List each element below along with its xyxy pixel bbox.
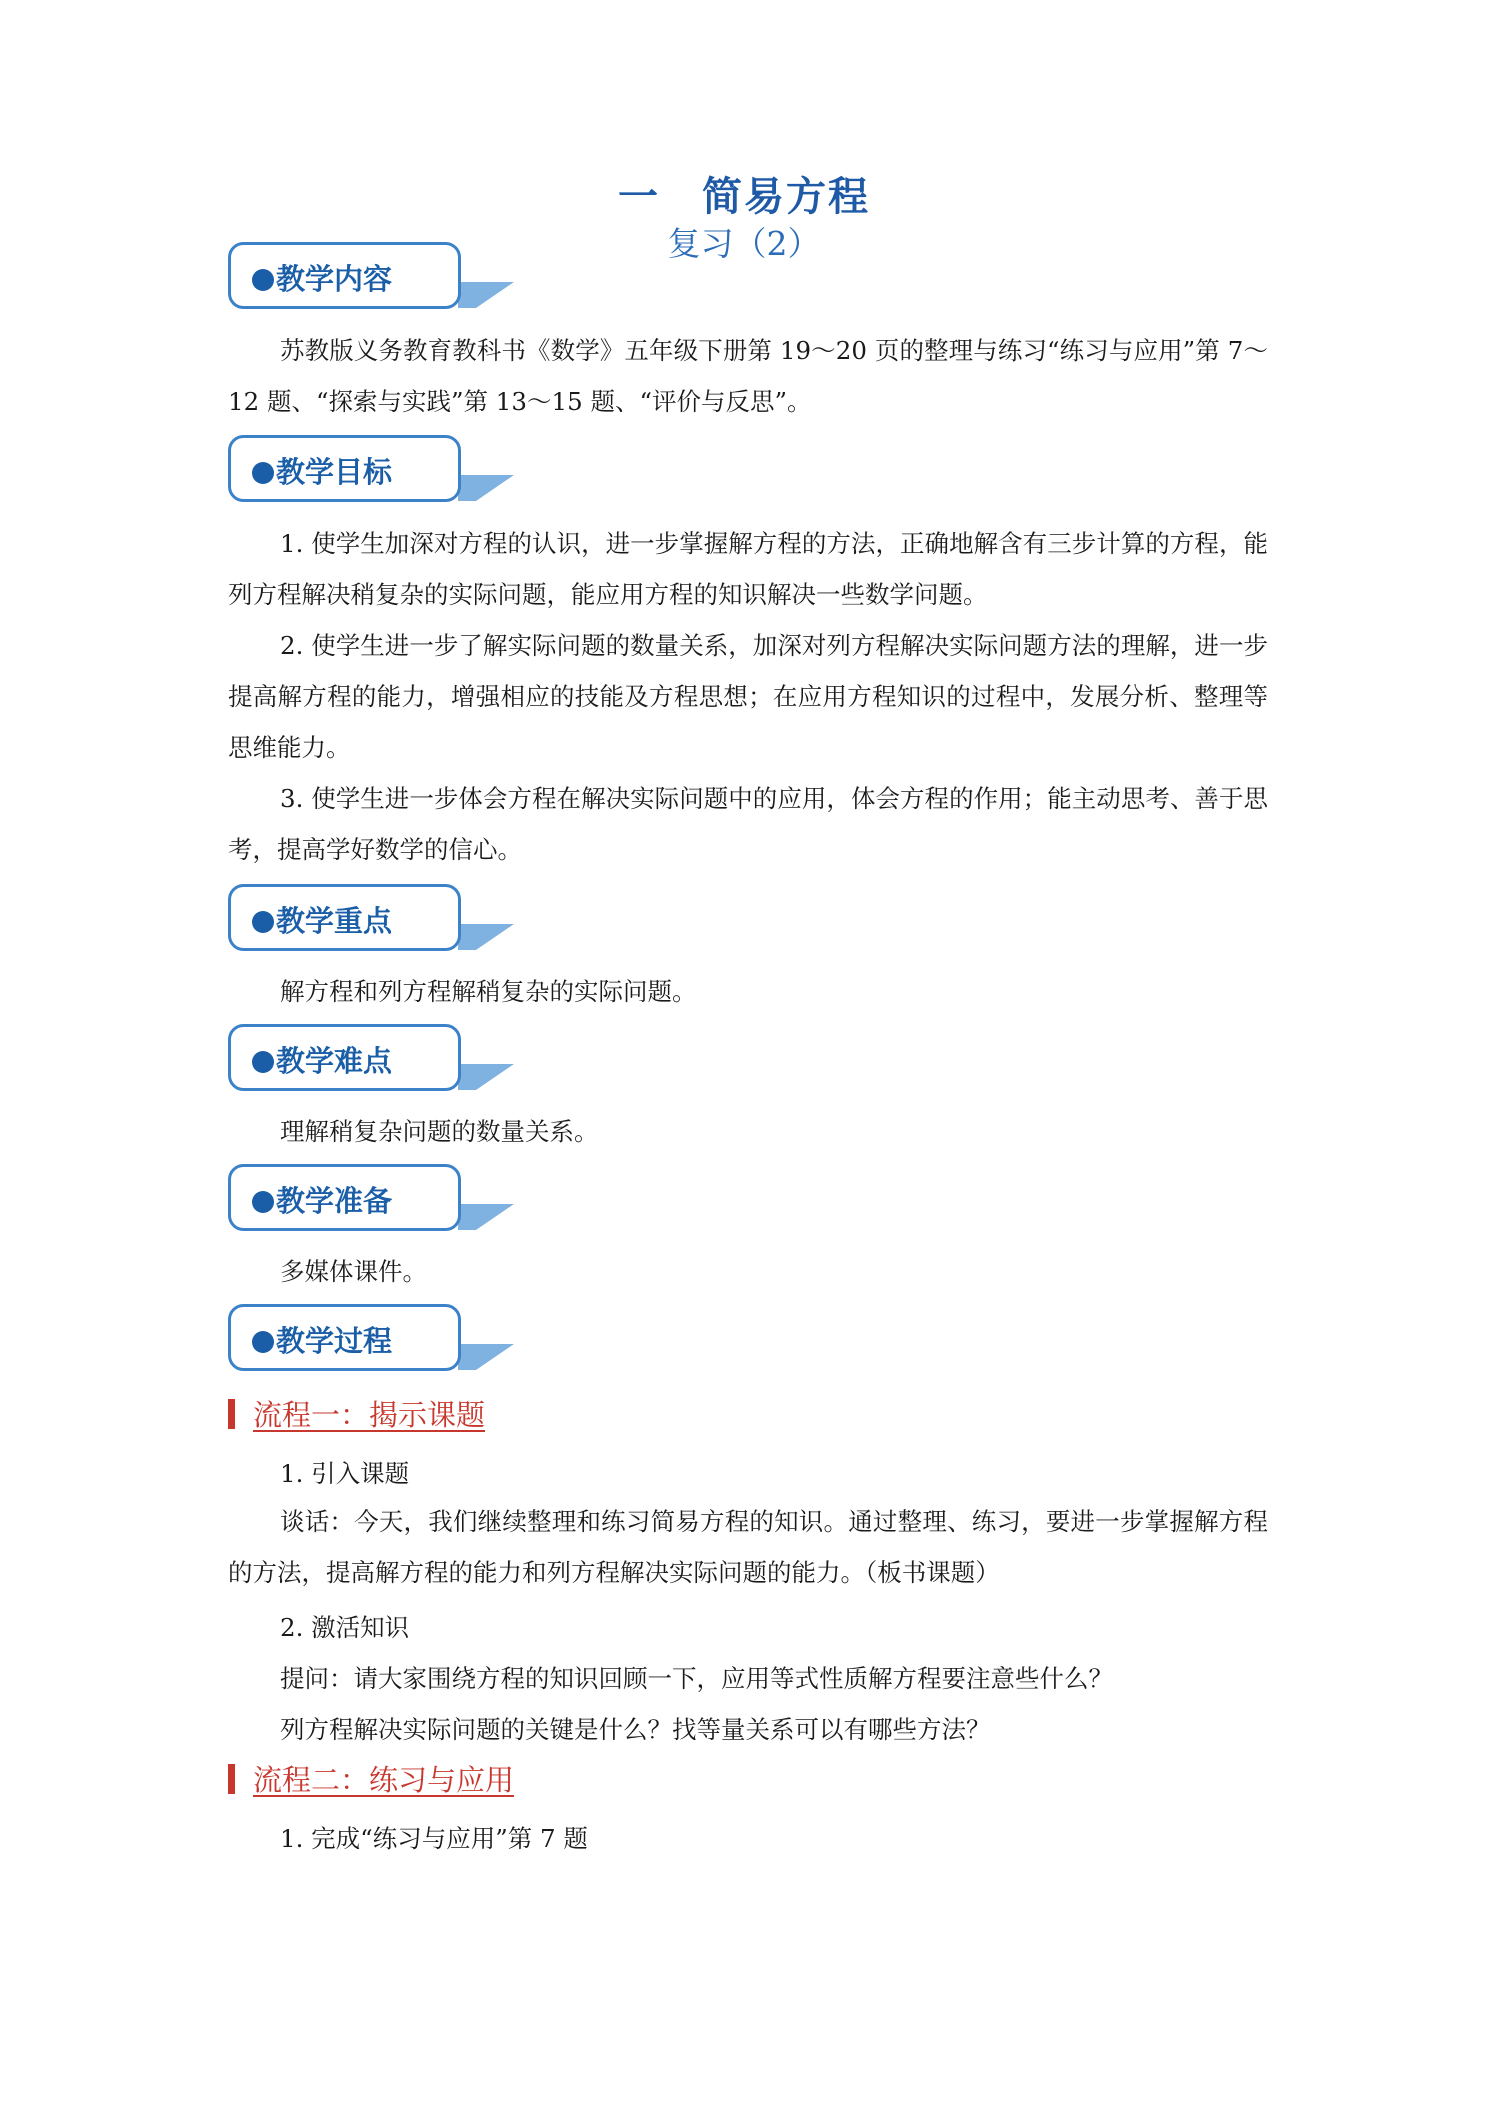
flow-heading-1 [228, 1393, 485, 1434]
bullet-dot-icon [252, 911, 274, 933]
flow-heading-text: 流程二：练习与应用 [253, 1763, 515, 1797]
page-subtitle: 复习（2） [667, 224, 821, 263]
flow1-talk: 谈话：今天，我们继续整理和练习简易方程的知识。通过整理、练习，要进一步掌握解方程的方法，提高解方程的能力和列方程解决实际问题的能力。（板书课题） [228, 1507, 1268, 1587]
flow1-step1: 1. 引入课题 [280, 1459, 410, 1488]
section-header-label: 教学难点 [276, 1044, 393, 1078]
page-title: 一 简易方程 [618, 174, 870, 220]
flow2-step1: 1. 完成“练习与应用”第 7 题 [280, 1824, 588, 1853]
section-header-label: 教学过程 [276, 1324, 393, 1358]
section-header-label: 教学准备 [276, 1184, 393, 1218]
goal-item-2: 2. 使学生进一步了解实际问题的数量关系，加深对列方程解决实际问题方法的理解，进一步提高解方程的能力，增强相应的技能及方程思想；在应用方程知识的过程中，发展分析、整理等思维能力。 [228, 631, 1268, 762]
goal-item-3: 3. 使学生进一步体会方程在解决实际问题中的应用，体会方程的作用；能主动思考、善于思考，提高学好数学的信心。 [228, 784, 1268, 864]
section-header-goals [228, 435, 514, 505]
section-header-label: 教学内容 [276, 262, 393, 296]
section-header-process [228, 1304, 514, 1374]
flow-heading-2 [228, 1758, 514, 1799]
flow1-q1: 提问：请大家围绕方程的知识回顾一下，应用等式性质解方程要注意些什么？ [280, 1664, 1113, 1693]
focus-text: 解方程和列方程解稍复杂的实际问题。 [280, 977, 697, 1006]
section-header-difficulty [228, 1024, 514, 1094]
section-header-label: 教学目标 [276, 455, 393, 489]
bullet-dot-icon [252, 462, 274, 484]
bullet-dot-icon [252, 1331, 274, 1353]
flow-bar-icon [228, 1399, 235, 1429]
section-header-content [228, 242, 514, 312]
section-header-focus [228, 884, 514, 954]
flow1-q2: 列方程解决实际问题的关键是什么？找等量关系可以有哪些方法？ [280, 1715, 991, 1744]
flow-heading-text: 流程一：揭示课题 [253, 1398, 486, 1432]
section-header-prep [228, 1164, 514, 1234]
content-text: 苏教版义务教育教科书《数学》五年级下册第 19～20 页的整理与练习“练习与应用”第 7～12 题、“探索与实践”第 13～15 题、“评价与反思”。 [228, 336, 1268, 416]
flow1-step2: 2. 激活知识 [280, 1613, 410, 1642]
prep-text: 多媒体课件。 [280, 1257, 427, 1286]
difficulty-text: 理解稍复杂问题的数量关系。 [280, 1117, 599, 1146]
bullet-dot-icon [252, 1191, 274, 1213]
flow-bar-icon [228, 1764, 235, 1794]
bullet-dot-icon [252, 269, 274, 291]
goal-item-1: 1. 使学生加深对方程的认识，进一步掌握解方程的方法，正确地解含有三步计算的方程，能列方程解决稍复杂的实际问题，能应用方程的知识解决一些数学问题。 [228, 529, 1268, 609]
bullet-dot-icon [252, 1051, 274, 1073]
section-header-label: 教学重点 [276, 904, 393, 938]
